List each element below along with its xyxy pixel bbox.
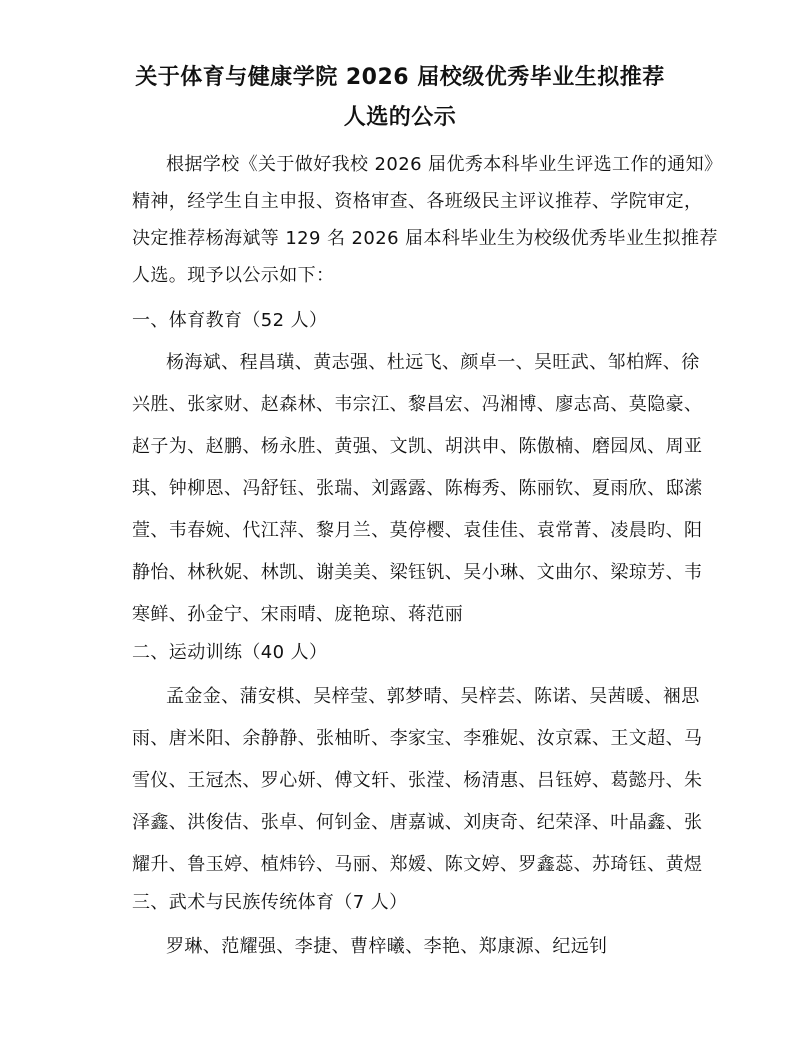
section-heading-sports-training: 二、运动训练（40 人） [132, 642, 328, 663]
name-list-line: 琪、钟柳恩、冯舒钰、张瑞、刘露露、陈梅秀、陈丽钦、夏雨欣、邸潆 [132, 478, 703, 499]
name-list-line: 泽鑫、洪俊佶、张卓、何钊金、唐嘉诚、刘庚奇、纪荣泽、叶晶鑫、张 [132, 812, 703, 833]
section-heading-physical-education: 一、体育教育（52 人） [132, 310, 328, 331]
name-list-line: 孟金金、蒲安棋、吴梓莹、郭梦晴、吴梓芸、陈诺、吴茜暖、裍思 [166, 686, 700, 707]
document-title-line1: 关于体育与健康学院 2026 届校级优秀毕业生拟推荐 [135, 65, 665, 90]
document-title-line2: 人选的公示 [343, 105, 457, 130]
name-list-line: 耀升、鲁玉婷、植炜钤、马丽、郑嫒、陈文婷、罗鑫蕊、苏琦钰、黄煜 [132, 854, 703, 875]
intro-line: 精神，经学生自主申报、资格审查、各班级民主评议推荐、学院审定， [132, 191, 703, 212]
intro-line: 人选。现予以公示如下： [132, 265, 335, 286]
name-list-line: 寒鲜、孙金宁、宋雨晴、庞艳琼、蒋范丽 [132, 604, 464, 625]
intro-line: 决定推荐杨海斌等 129 名 2026 届本科毕业生为校级优秀毕业生拟推荐 [132, 228, 718, 249]
name-list-line: 静怡、林秋妮、林凯、谢美美、梁钰钒、吴小琳、文曲尔、梁琼芳、韦 [132, 562, 703, 583]
name-list-line: 雨、唐米阳、余静静、张柚昕、李家宝、李雅妮、汝京霖、王文超、马 [132, 728, 703, 749]
name-list-line: 罗琳、范耀强、李捷、曹梓曦、李艳、郑康源、纪远钊 [166, 936, 608, 957]
name-list-line: 雪仪、王冠杰、罗心妍、傅文轩、张滢、杨清惠、吕钰婷、葛懿丹、朱 [132, 770, 703, 791]
name-list-line: 萱、韦春婉、代江萍、黎月兰、莫停樱、袁佳佳、袁常菁、凌晨昀、阳 [132, 520, 703, 541]
name-list-line: 兴胜、张家财、赵森林、韦宗江、黎昌宏、冯湘博、廖志高、莫隐豪、 [132, 394, 703, 415]
name-list-line: 赵子为、赵鹏、杨永胜、黄强、文凯、胡洪申、陈傲楠、磨园凤、周亚 [132, 436, 703, 457]
intro-line: 根据学校《关于做好我校 2026 届优秀本科毕业生评选工作的通知》 [166, 154, 723, 175]
section-heading-wushu: 三、武术与民族传统体育（7 人） [132, 892, 408, 913]
name-list-line: 杨海斌、程昌璜、黄志强、杜远飞、颜卓一、吴旺武、邹柏辉、徐 [166, 352, 700, 373]
